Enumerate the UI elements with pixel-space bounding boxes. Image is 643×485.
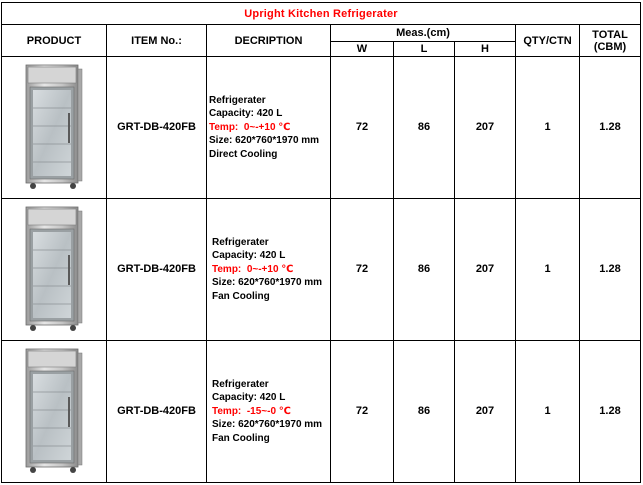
header-h: H — [455, 41, 516, 56]
desc-capacity: Capacity: 420 L — [209, 108, 283, 120]
meas-w: 72 — [331, 340, 394, 482]
table-title: Upright Kitchen Refrigerater — [244, 7, 398, 20]
qty-ctn: 1 — [516, 340, 580, 482]
header-meas: Meas.(cm) — [331, 25, 516, 41]
desc-temp-value: 0~-+10 ℃ — [243, 121, 291, 133]
header-total — [580, 25, 641, 56]
desc-cooling: Direct Cooling — [209, 148, 278, 160]
desc-name: Refrigerater — [209, 94, 266, 106]
product-image-cell — [2, 198, 107, 340]
item-no: GRT-DB-420FB — [107, 56, 207, 198]
desc-temp-value: 0~-+10 ℃ — [246, 263, 294, 275]
total-cbm: 1.28 — [580, 340, 641, 482]
total-cbm: 1.28 — [580, 56, 641, 198]
desc-size: Size: 620*760*1970 mm — [212, 277, 323, 289]
desc-temp — [212, 263, 330, 277]
desc-temp-label: Temp: — [209, 121, 239, 133]
table-title-cell — [2, 3, 641, 25]
desc-capacity: Capacity: 420 L — [212, 392, 286, 404]
meas-h: 207 — [455, 340, 516, 482]
desc-size: Size: 620*760*1970 mm — [212, 419, 323, 431]
header-qty-ctn: QTY/CTN — [516, 25, 580, 56]
header-product: PRODUCT — [2, 25, 107, 56]
desc-size: Size: 620*760*1970 mm — [209, 135, 320, 147]
header-description: DECRIPTION — [207, 25, 331, 56]
total-cbm: 1.28 — [580, 198, 641, 340]
desc-name: Refrigerater — [212, 378, 269, 390]
upright-refrigerator-image — [23, 347, 85, 475]
desc-temp — [209, 121, 330, 135]
desc-capacity: Capacity: 420 L — [212, 250, 286, 262]
meas-h: 207 — [455, 56, 516, 198]
table-row — [2, 340, 641, 482]
desc-name: Refrigerater — [212, 236, 269, 248]
header-l: L — [394, 41, 455, 56]
qty-ctn: 1 — [516, 56, 580, 198]
meas-l: 86 — [394, 198, 455, 340]
description-cell — [207, 198, 331, 340]
item-no: GRT-DB-420FB — [107, 340, 207, 482]
meas-l: 86 — [394, 340, 455, 482]
header-w: W — [331, 41, 394, 56]
qty-ctn: 1 — [516, 198, 580, 340]
desc-temp-value: -15~-0 ℃ — [246, 405, 291, 417]
meas-w: 72 — [331, 56, 394, 198]
desc-temp — [212, 405, 330, 419]
header-item-no: ITEM No.: — [107, 25, 207, 56]
desc-cooling: Fan Cooling — [212, 432, 270, 444]
product-spec-table — [1, 2, 641, 483]
upright-refrigerator-image — [23, 63, 85, 191]
meas-w: 72 — [331, 198, 394, 340]
meas-l: 86 — [394, 56, 455, 198]
desc-temp-label: Temp: — [212, 263, 242, 275]
description-cell — [207, 56, 331, 198]
meas-h: 207 — [455, 198, 516, 340]
upright-refrigerator-image — [23, 205, 85, 333]
table-row — [2, 198, 641, 340]
header-total-label: TOTAL — [592, 28, 628, 41]
product-image-cell — [2, 56, 107, 198]
desc-cooling: Fan Cooling — [212, 290, 270, 302]
item-no: GRT-DB-420FB — [107, 198, 207, 340]
header-total-unit: (CBM) — [593, 40, 627, 53]
description-cell — [207, 340, 331, 482]
desc-temp-label: Temp: — [212, 405, 242, 417]
product-image-cell — [2, 340, 107, 482]
table-row — [2, 56, 641, 198]
